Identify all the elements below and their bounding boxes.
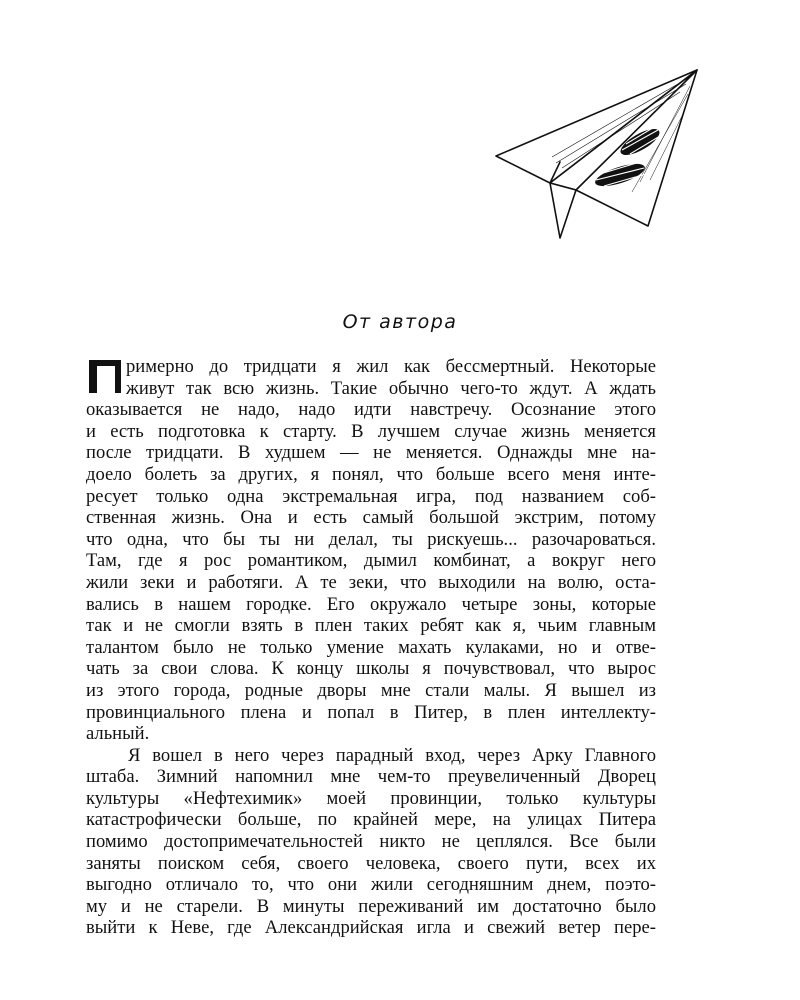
text-line: из этого города, родные дворы мне стали малы. Я вышел из [86,679,656,701]
text-line: выйти к Неве, где Александрийская игла и свежий ветер пере- [86,917,656,939]
text-line: ственная жизнь. Она и есть самый большой экстрим, потому [86,507,656,529]
text-line: Я вошел в него через парадный вход, через Арку Главного [128,744,656,766]
text-line: что одна, что бы ты ни делал, ты рискуешь... разочароваться. [86,528,656,550]
text-line: после тридцати. В худшем — не меняется. Однажды мне на- [86,442,656,464]
text-line: чать за свои слова. К концу школы я почувствовал, что вырос [86,658,656,680]
text-line: доело болеть за других, я понял, что больше всего меня инте- [86,463,656,485]
text-line: ресует только одна экстремальная игра, под названием соб- [86,485,656,507]
text-line: альный. [86,723,150,745]
text-line: выгодно отличало то, что они жили сегодняшним днем, поэто- [86,874,656,896]
text-line: му и не старели. В минуты переживаний им достаточно было [86,895,656,917]
text-line: помимо достопримечательностей никто не цеплялся. Все были [86,831,656,853]
text-line: провинциального плена и попал в Питер, в плен интеллекту- [86,701,656,723]
text-line: заняты поиском себя, своего человека, своего пути, всех их [86,852,656,874]
section-heading: От автора [342,311,458,333]
text-line: так и не смогли взять в плен таких ребят как я, чьим главным [86,615,656,637]
text-line: оказывается не надо, надо идти навстречу. Осознание этого [86,399,656,421]
body-text [86,356,656,939]
paper-plane-illustration [490,62,704,244]
text-line: и есть подготовка к старту. В лучшем случае жизнь меняется [86,420,656,442]
text-line: штаба. Зимний напомнил мне чем-то преувеличенный Дворец [86,766,656,788]
text-line: жили зеки и работяги. А те зеки, что выходили на волю, оста- [86,571,656,593]
text-line: культуры «Нефтехимик» моей провинции, только культуры [86,787,656,809]
text-line: вались в нашем городке. Его окружало четыре зоны, которые [86,593,656,615]
text-line: римерно до тридцати я жил как бессмертный. Некоторые [126,356,656,377]
text-line: Там, где я рос романтиком, дымил комбинат, а вокруг него [86,550,656,572]
text-line: живут так всю жизнь. Такие обычно чего-то ждут. А ждать [126,377,656,399]
text-line: катастрофически больше, по крайней мере, на улицах Питера [86,809,656,831]
text-line: талантом было не только умение махать кулаками, но и отве- [86,636,656,658]
